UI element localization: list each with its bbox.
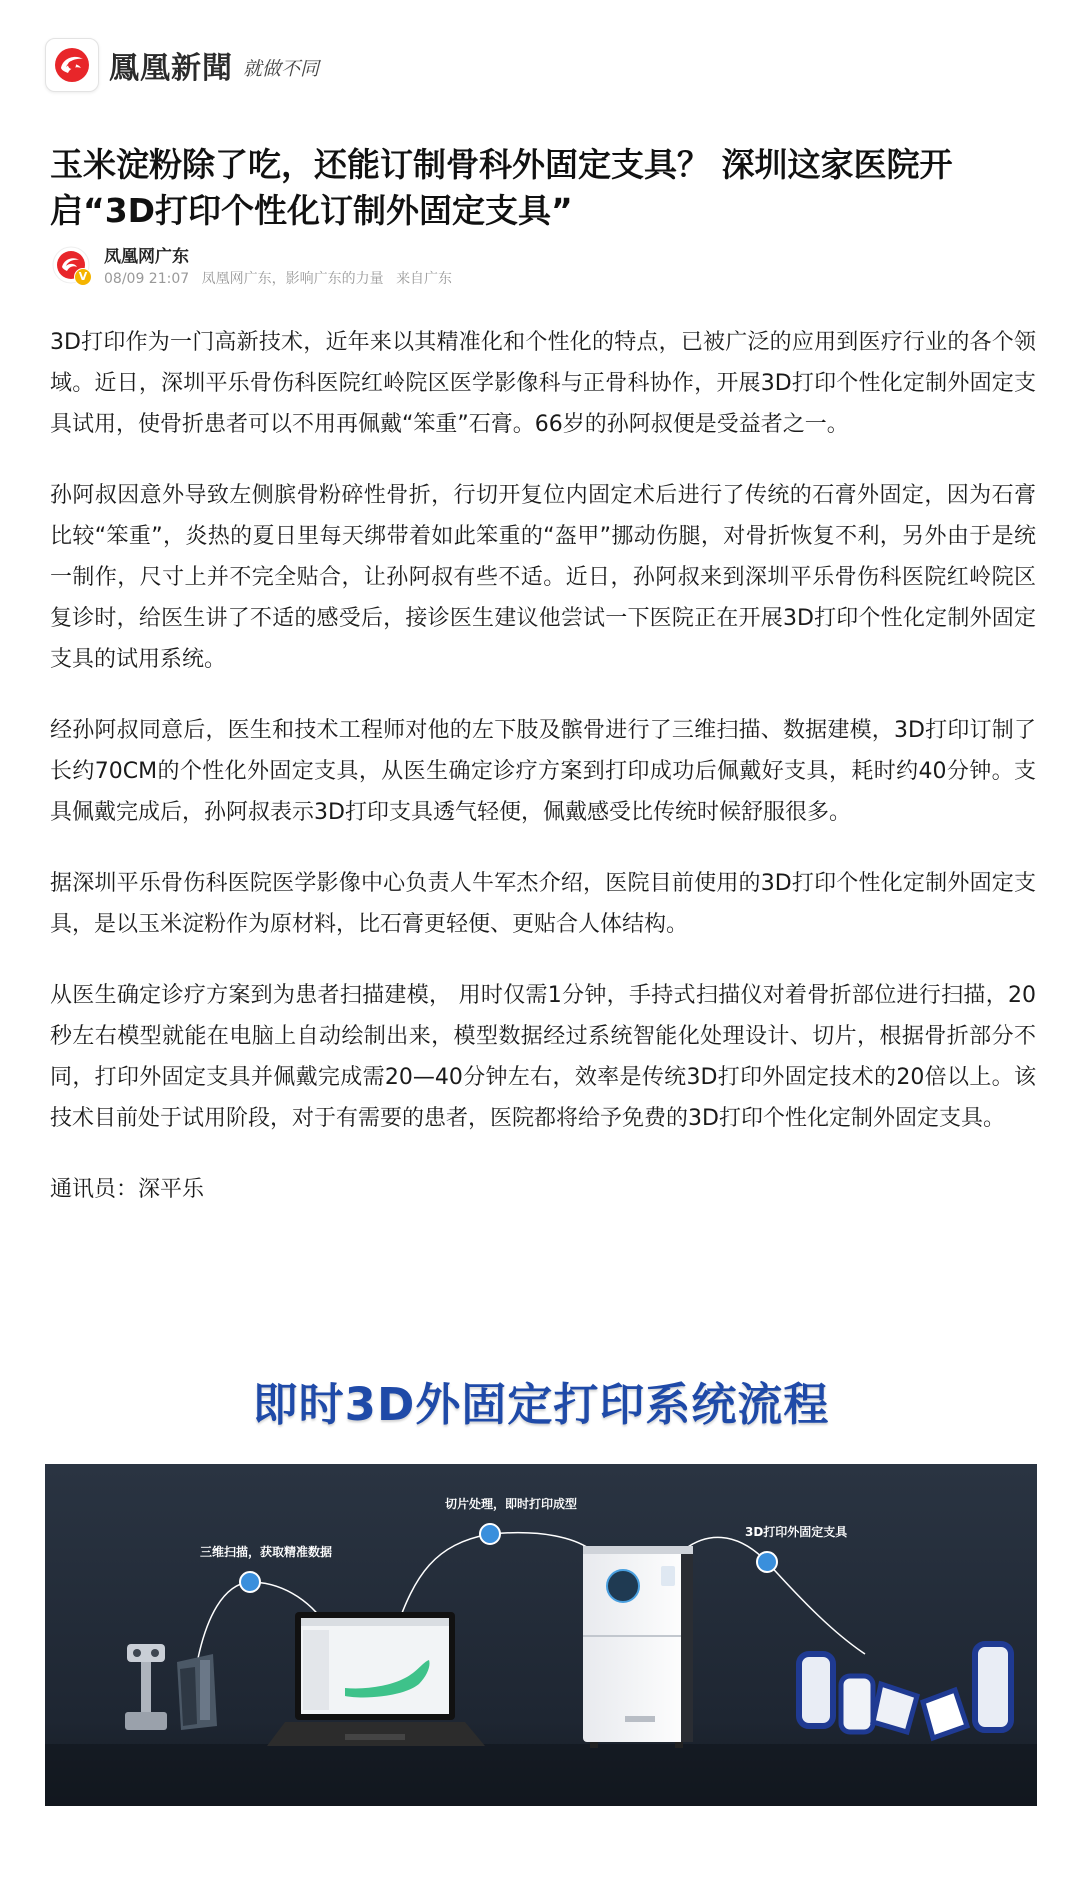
paragraph: 孙阿叔因意外导致左侧膑骨粉碎性骨折，行切开复位内固定术后进行了传统的石膏外固定，因为石膏比较“笨重”，炎热的夏日里每天绑带着如此笨重的“盔甲”挪动伤腿，对骨折恢复不利，另外由于是统一制作，尺寸上并不完全贴合，让孙阿叔有些不适。近日，孙阿叔来到深圳平乐骨伤科医院红岭院区复诊时，给医生讲了不适的感受后，接诊医生建议他尝试一下医院正在开展3D打印个性化定制外固定支具的试用系统。 — [50, 483, 1036, 672]
article-body — [50, 322, 1036, 1240]
verified-badge-icon: V — [74, 268, 92, 286]
author-description: 凤凰网广东，影响广东的力量 — [201, 271, 384, 287]
flow-node — [757, 1552, 777, 1572]
stage-label-brace: 3D打印外固定支具 — [745, 1525, 848, 1539]
article-title: 玉米淀粉除了吃，还能订制骨科外固定支具？ 深圳这家医院开启“3D打印个性化订制外固定支具” — [50, 145, 953, 230]
laptop-modeling-icon — [267, 1612, 485, 1746]
process-diagram — [45, 1464, 1037, 1806]
author-info — [104, 246, 460, 290]
author-avatar[interactable] — [52, 246, 90, 284]
brand-slogan: 就做不同 — [243, 57, 320, 80]
paragraph: 3D打印作为一门高新技术，近年来以其精准化和个性化的特点，已被广泛的应用到医疗行业的各个领域。近日，深圳平乐骨伤科医院红岭院区医学影像科与正骨科协作，开展3D打印个性化定制外固定支具试用，使骨折患者可以不用再佩戴“笨重”石膏。66岁的孙阿叔便是受益者之一。 — [50, 330, 1036, 437]
stage-label-scan: 三维扫描，获取精准数据 — [200, 1545, 333, 1559]
app-header — [45, 38, 319, 92]
author-location: 来自广东 — [396, 271, 453, 287]
phoenix-logo-icon[interactable] — [45, 38, 99, 92]
correspondent-credit: 通讯员：深平乐 — [50, 1177, 205, 1202]
paragraph: 经孙阿叔同意后，医生和技术工程师对他的左下肢及髌骨进行了三维扫描、数据建模，3D打印订制了长约70CM的个性化外固定支具，从医生确定诊疗方案到打印成功后佩戴好支具，耗时约40分钟。支具佩戴完成后，孙阿叔表示3D打印支具透气轻便，佩戴感受比传统时候舒服很多。 — [50, 718, 1036, 825]
author-meta — [104, 268, 460, 290]
3d-printer-icon — [583, 1546, 693, 1748]
figure-heading: 即时3D外固定打印系统流程 — [252, 1378, 830, 1431]
process-figure[interactable] — [45, 1370, 1037, 1806]
stage-label-print: 切片处理，即时打印成型 — [445, 1497, 578, 1511]
author-name[interactable]: 凤凰网广东 — [104, 247, 189, 267]
flow-node — [240, 1572, 260, 1592]
publish-time: 08/09 21:07 — [104, 271, 190, 287]
brand-name: 鳳凰新聞 — [109, 51, 233, 86]
paragraph: 从医生确定诊疗方案到为患者扫描建模， 用时仅需1分钟，手持式扫描仪对着骨折部位进行扫描，20秒左右模型就能在电脑上自动绘制出来，模型数据经过系统智能化处理设计、切片，根据骨折部分不同，打印外固定支具并佩戴完成需20—40分钟左右，效率是传统3D打印外固定技术的20倍以上。该技术目前处于试用阶段，对于有需要的患者，医院都将给予免费的3D打印个性化定制外固定支具。 — [50, 983, 1036, 1131]
flow-node — [480, 1524, 500, 1544]
paragraph: 据深圳平乐骨伤科医院医学影像中心负责人牛军杰介绍，医院目前使用的3D打印个性化定制外固定支具，是以玉米淀粉作为原材料，比石膏更轻便、更贴合人体结构。 — [50, 871, 1036, 937]
author-row[interactable] — [52, 246, 460, 290]
